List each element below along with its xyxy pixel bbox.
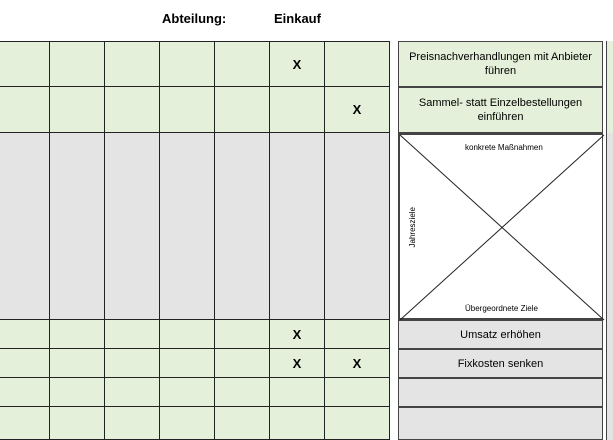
matrix-cell[interactable] [105, 320, 160, 349]
matrix-cell[interactable] [215, 349, 270, 378]
diagonal-cross-icon [400, 135, 604, 320]
measure-1-label: Preisnachverhandlungen mit Anbieter führen [409, 51, 592, 77]
matrix-row [0, 320, 390, 349]
diagram-top-label: konkrete Maßnahmen [465, 143, 543, 152]
header-department-label: Abteilung: [162, 11, 227, 26]
matrix-cell[interactable] [0, 407, 50, 440]
x-matrix-diagram [399, 134, 603, 319]
vertical-objective-label [325, 133, 380, 320]
matrix-cell[interactable] [50, 407, 105, 440]
matrix-row [0, 378, 390, 407]
matrix-cell[interactable] [160, 320, 215, 349]
matrix-cell[interactable]: X [270, 349, 325, 378]
matrix-cell[interactable] [160, 407, 215, 440]
matrix-cell[interactable] [50, 378, 105, 407]
matrix-cell[interactable]: X [325, 87, 390, 133]
matrix-row [0, 133, 390, 320]
matrix-cell[interactable] [160, 87, 215, 133]
goal-1-label: Umsatz erhöhen [460, 328, 541, 341]
matrix-cell[interactable] [325, 41, 390, 87]
matrix-cell[interactable] [325, 320, 390, 349]
matrix-cell[interactable] [160, 349, 215, 378]
right-edge-strip [606, 133, 613, 440]
goal-3[interactable] [398, 378, 603, 407]
matrix-cell[interactable] [0, 349, 50, 378]
matrix-cell[interactable] [270, 378, 325, 407]
header-department-value: Einkauf [274, 11, 321, 26]
goal-1[interactable] [398, 320, 603, 349]
matrix-cell[interactable] [215, 378, 270, 407]
matrix-row [0, 349, 390, 378]
matrix-row [0, 41, 390, 87]
right-edge-strip [606, 41, 613, 133]
matrix-cell[interactable] [215, 407, 270, 440]
matrix-cell[interactable] [105, 407, 160, 440]
matrix-cell[interactable] [270, 407, 325, 440]
measure-2[interactable] [398, 87, 603, 133]
matrix-cell[interactable] [50, 349, 105, 378]
matrix-grid [0, 41, 390, 440]
matrix-cell[interactable] [0, 320, 50, 349]
matrix-cell[interactable] [215, 133, 270, 320]
matrix-cell[interactable] [325, 378, 390, 407]
matrix-cell[interactable] [0, 41, 50, 87]
goal-4[interactable] [398, 407, 603, 440]
matrix-cell[interactable] [270, 87, 325, 133]
matrix-cell[interactable]: X [325, 349, 390, 378]
matrix-cell[interactable]: X [270, 41, 325, 87]
matrix-cell[interactable] [325, 407, 390, 440]
matrix-cell[interactable] [215, 87, 270, 133]
matrix-cell[interactable] [105, 133, 160, 320]
goal-2-label: Fixkosten senken [457, 357, 544, 370]
matrix-cell[interactable] [0, 133, 50, 320]
matrix-cell[interactable] [105, 41, 160, 87]
matrix-cell[interactable] [50, 320, 105, 349]
matrix-cell[interactable] [105, 378, 160, 407]
matrix-row [0, 407, 390, 440]
goal-2[interactable] [398, 349, 603, 378]
matrix-cell[interactable] [160, 133, 215, 320]
matrix-cell[interactable] [160, 41, 215, 87]
matrix-cell[interactable] [0, 378, 50, 407]
matrix-cell[interactable] [50, 87, 105, 133]
matrix-row [0, 87, 390, 133]
diagram-bottom-label: Übergeordnete Ziele [465, 304, 538, 313]
matrix-cell[interactable] [105, 87, 160, 133]
matrix-cell[interactable] [50, 41, 105, 87]
diagram-left-label: Jahresziele [408, 207, 417, 248]
measure-1[interactable] [398, 41, 603, 87]
measure-2-label: Sammel- statt Einzelbestellungen einführen [418, 97, 583, 123]
matrix-cell[interactable] [50, 133, 105, 320]
matrix-cell[interactable] [160, 378, 215, 407]
matrix-cell[interactable] [215, 41, 270, 87]
matrix-cell[interactable] [215, 320, 270, 349]
matrix-cell[interactable] [105, 349, 160, 378]
matrix-cell[interactable] [0, 87, 50, 133]
vertical-objective-label [270, 133, 325, 320]
matrix-cell[interactable]: X [270, 320, 325, 349]
